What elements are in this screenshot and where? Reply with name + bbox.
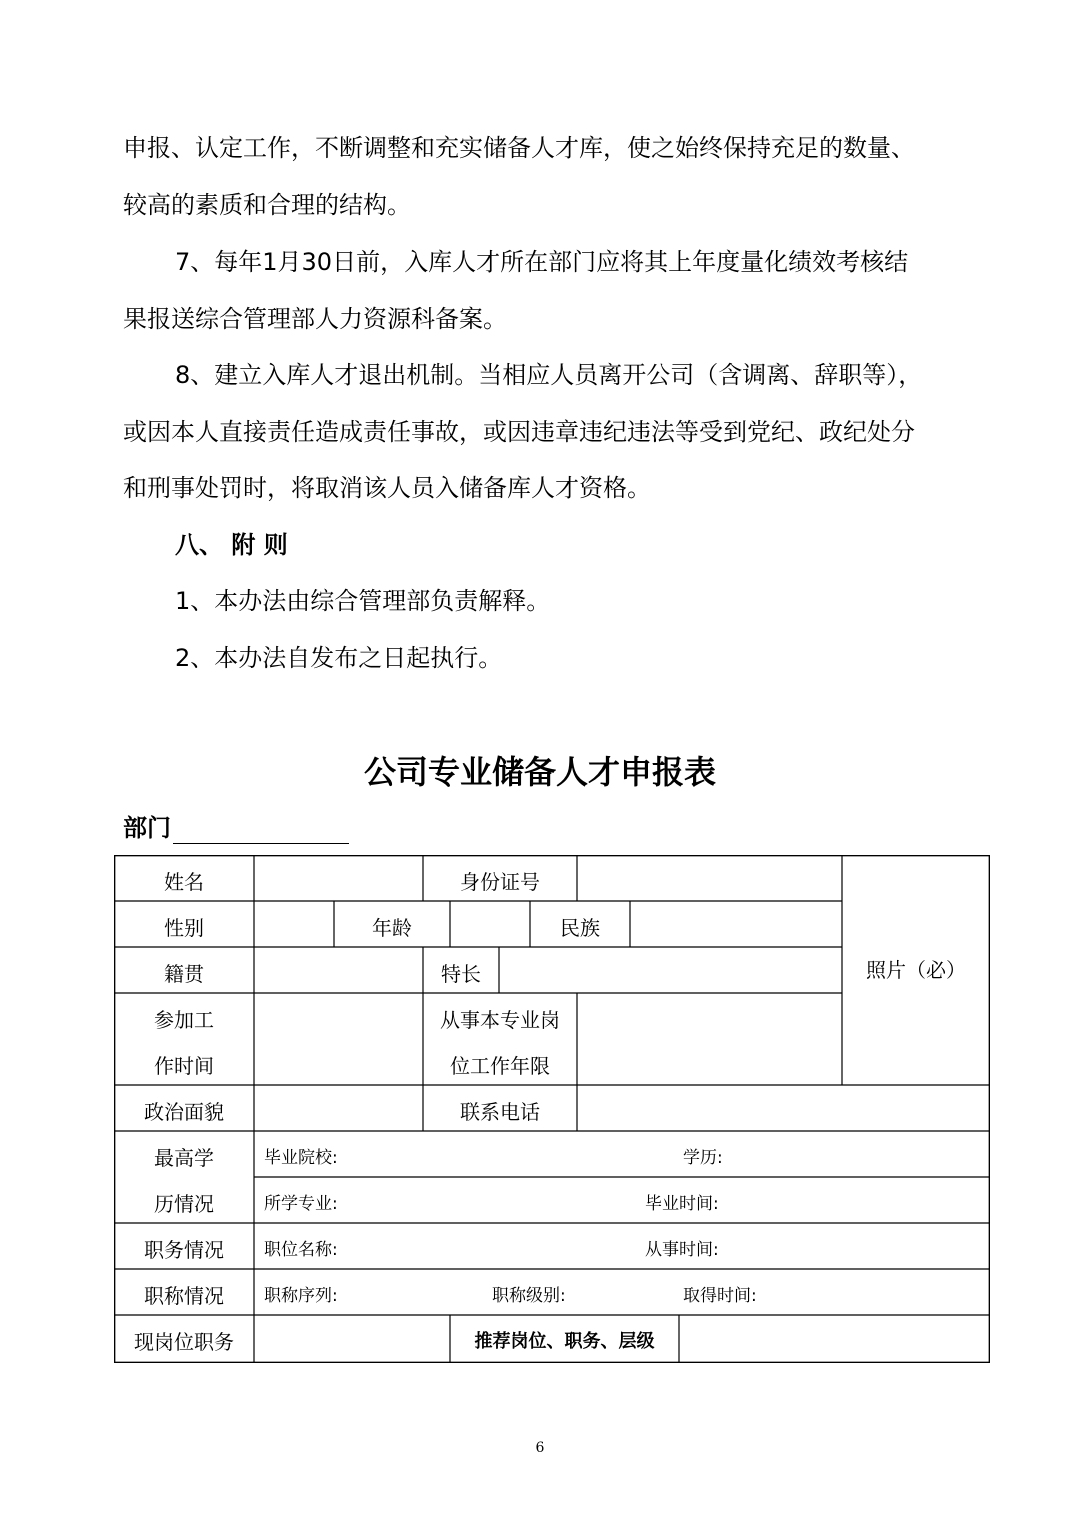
- title-status-label: 职称情况: [144, 1284, 224, 1308]
- article-line: 1、本办法由综合管理部负责解释。: [175, 587, 551, 615]
- political-status-label: 政治面貌: [144, 1100, 224, 1124]
- paragraph-line: 和刑事处罚时，将取消该人员入储备库人才资格。: [123, 474, 651, 502]
- id-number-input[interactable]: [577, 855, 842, 901]
- recommended-input[interactable]: [679, 1315, 990, 1363]
- article-line: 2、本办法自发布之日起执行。: [175, 644, 503, 672]
- paragraph-line: 或因本人直接责任造成责任事故，或因违章违纪违法等受到党纪、政纪处分: [123, 418, 915, 446]
- work-start-label-line1: 参加工: [154, 1008, 214, 1032]
- education-label-line2: 历情况: [154, 1192, 214, 1216]
- paragraph-line: 7、每年1月30日前，入库人才所在部门应将其上年度量化绩效考核结: [175, 248, 909, 276]
- position-time-field[interactable]: 从事时间:: [645, 1240, 719, 1260]
- title-level-field[interactable]: 职称级别:: [492, 1286, 566, 1306]
- gender-label: 性别: [164, 916, 204, 940]
- work-start-label-line2: 作时间: [154, 1054, 214, 1078]
- education-label-line1: 最高学: [154, 1146, 214, 1170]
- education-label: [114, 1135, 254, 1227]
- paragraph-line: 8、建立入库人才退出机制。当相应人员离开公司（含调离、辞职等），: [175, 361, 923, 389]
- years-in-post-input[interactable]: [577, 993, 842, 1085]
- department-field: [123, 812, 349, 844]
- major-field[interactable]: 所学专业:: [264, 1194, 338, 1214]
- position-status-label: 职务情况: [144, 1238, 224, 1262]
- name-label: 姓名: [164, 870, 204, 894]
- phone-label: 联系电话: [460, 1100, 540, 1124]
- specialty-input[interactable]: [499, 947, 842, 993]
- recommended-label: 推荐岗位、职务、层级: [474, 1331, 655, 1352]
- native-place-label: 籍贯: [164, 962, 204, 986]
- native-place-input[interactable]: [254, 947, 423, 993]
- title-series-field[interactable]: 职称序列:: [264, 1286, 338, 1306]
- age-label: 年龄: [372, 916, 412, 940]
- department-blank[interactable]: [173, 817, 349, 844]
- photo-label: 照片（必）: [866, 958, 966, 982]
- ethnicity-label: 民族: [560, 916, 600, 940]
- title-time-field[interactable]: 取得时间:: [683, 1286, 757, 1306]
- years-in-post-label: [423, 997, 577, 1089]
- paragraph-line: 果报送综合管理部人力资源科备案。: [123, 305, 507, 333]
- years-in-post-label-line2: 位工作年限: [450, 1054, 550, 1078]
- ethnicity-input[interactable]: [630, 901, 842, 947]
- graduation-time-field[interactable]: 毕业时间:: [645, 1194, 719, 1214]
- work-start-input[interactable]: [254, 993, 423, 1085]
- position-name-field[interactable]: 职位名称:: [264, 1240, 338, 1260]
- id-number-label: 身份证号: [460, 870, 540, 894]
- application-form-table: [114, 855, 990, 1363]
- phone-input[interactable]: [577, 1085, 990, 1131]
- section-heading: 八、 附 则: [175, 531, 288, 559]
- current-post-input[interactable]: [254, 1315, 450, 1363]
- gender-input[interactable]: [254, 901, 334, 947]
- work-start-label: [114, 997, 254, 1089]
- name-input[interactable]: [254, 855, 423, 901]
- political-status-input[interactable]: [254, 1085, 423, 1131]
- form-title: 公司专业储备人才申报表: [363, 753, 716, 791]
- age-input[interactable]: [450, 901, 530, 947]
- school-field[interactable]: 毕业院校:: [264, 1148, 338, 1168]
- years-in-post-label-line1: 从事本专业岗: [440, 1008, 560, 1032]
- page-number: 6: [535, 1440, 545, 1456]
- degree-field[interactable]: 学历:: [683, 1148, 723, 1168]
- paragraph-line: 申报、认定工作，不断调整和充实储备人才库，使之始终保持充足的数量、: [123, 134, 915, 162]
- paragraph-line: 较高的素质和合理的结构。: [123, 191, 411, 219]
- photo-box[interactable]: [842, 855, 990, 1085]
- current-post-label: 现岗位职务: [134, 1330, 234, 1354]
- specialty-label: 特长: [441, 962, 481, 986]
- department-label: 部门: [123, 814, 171, 842]
